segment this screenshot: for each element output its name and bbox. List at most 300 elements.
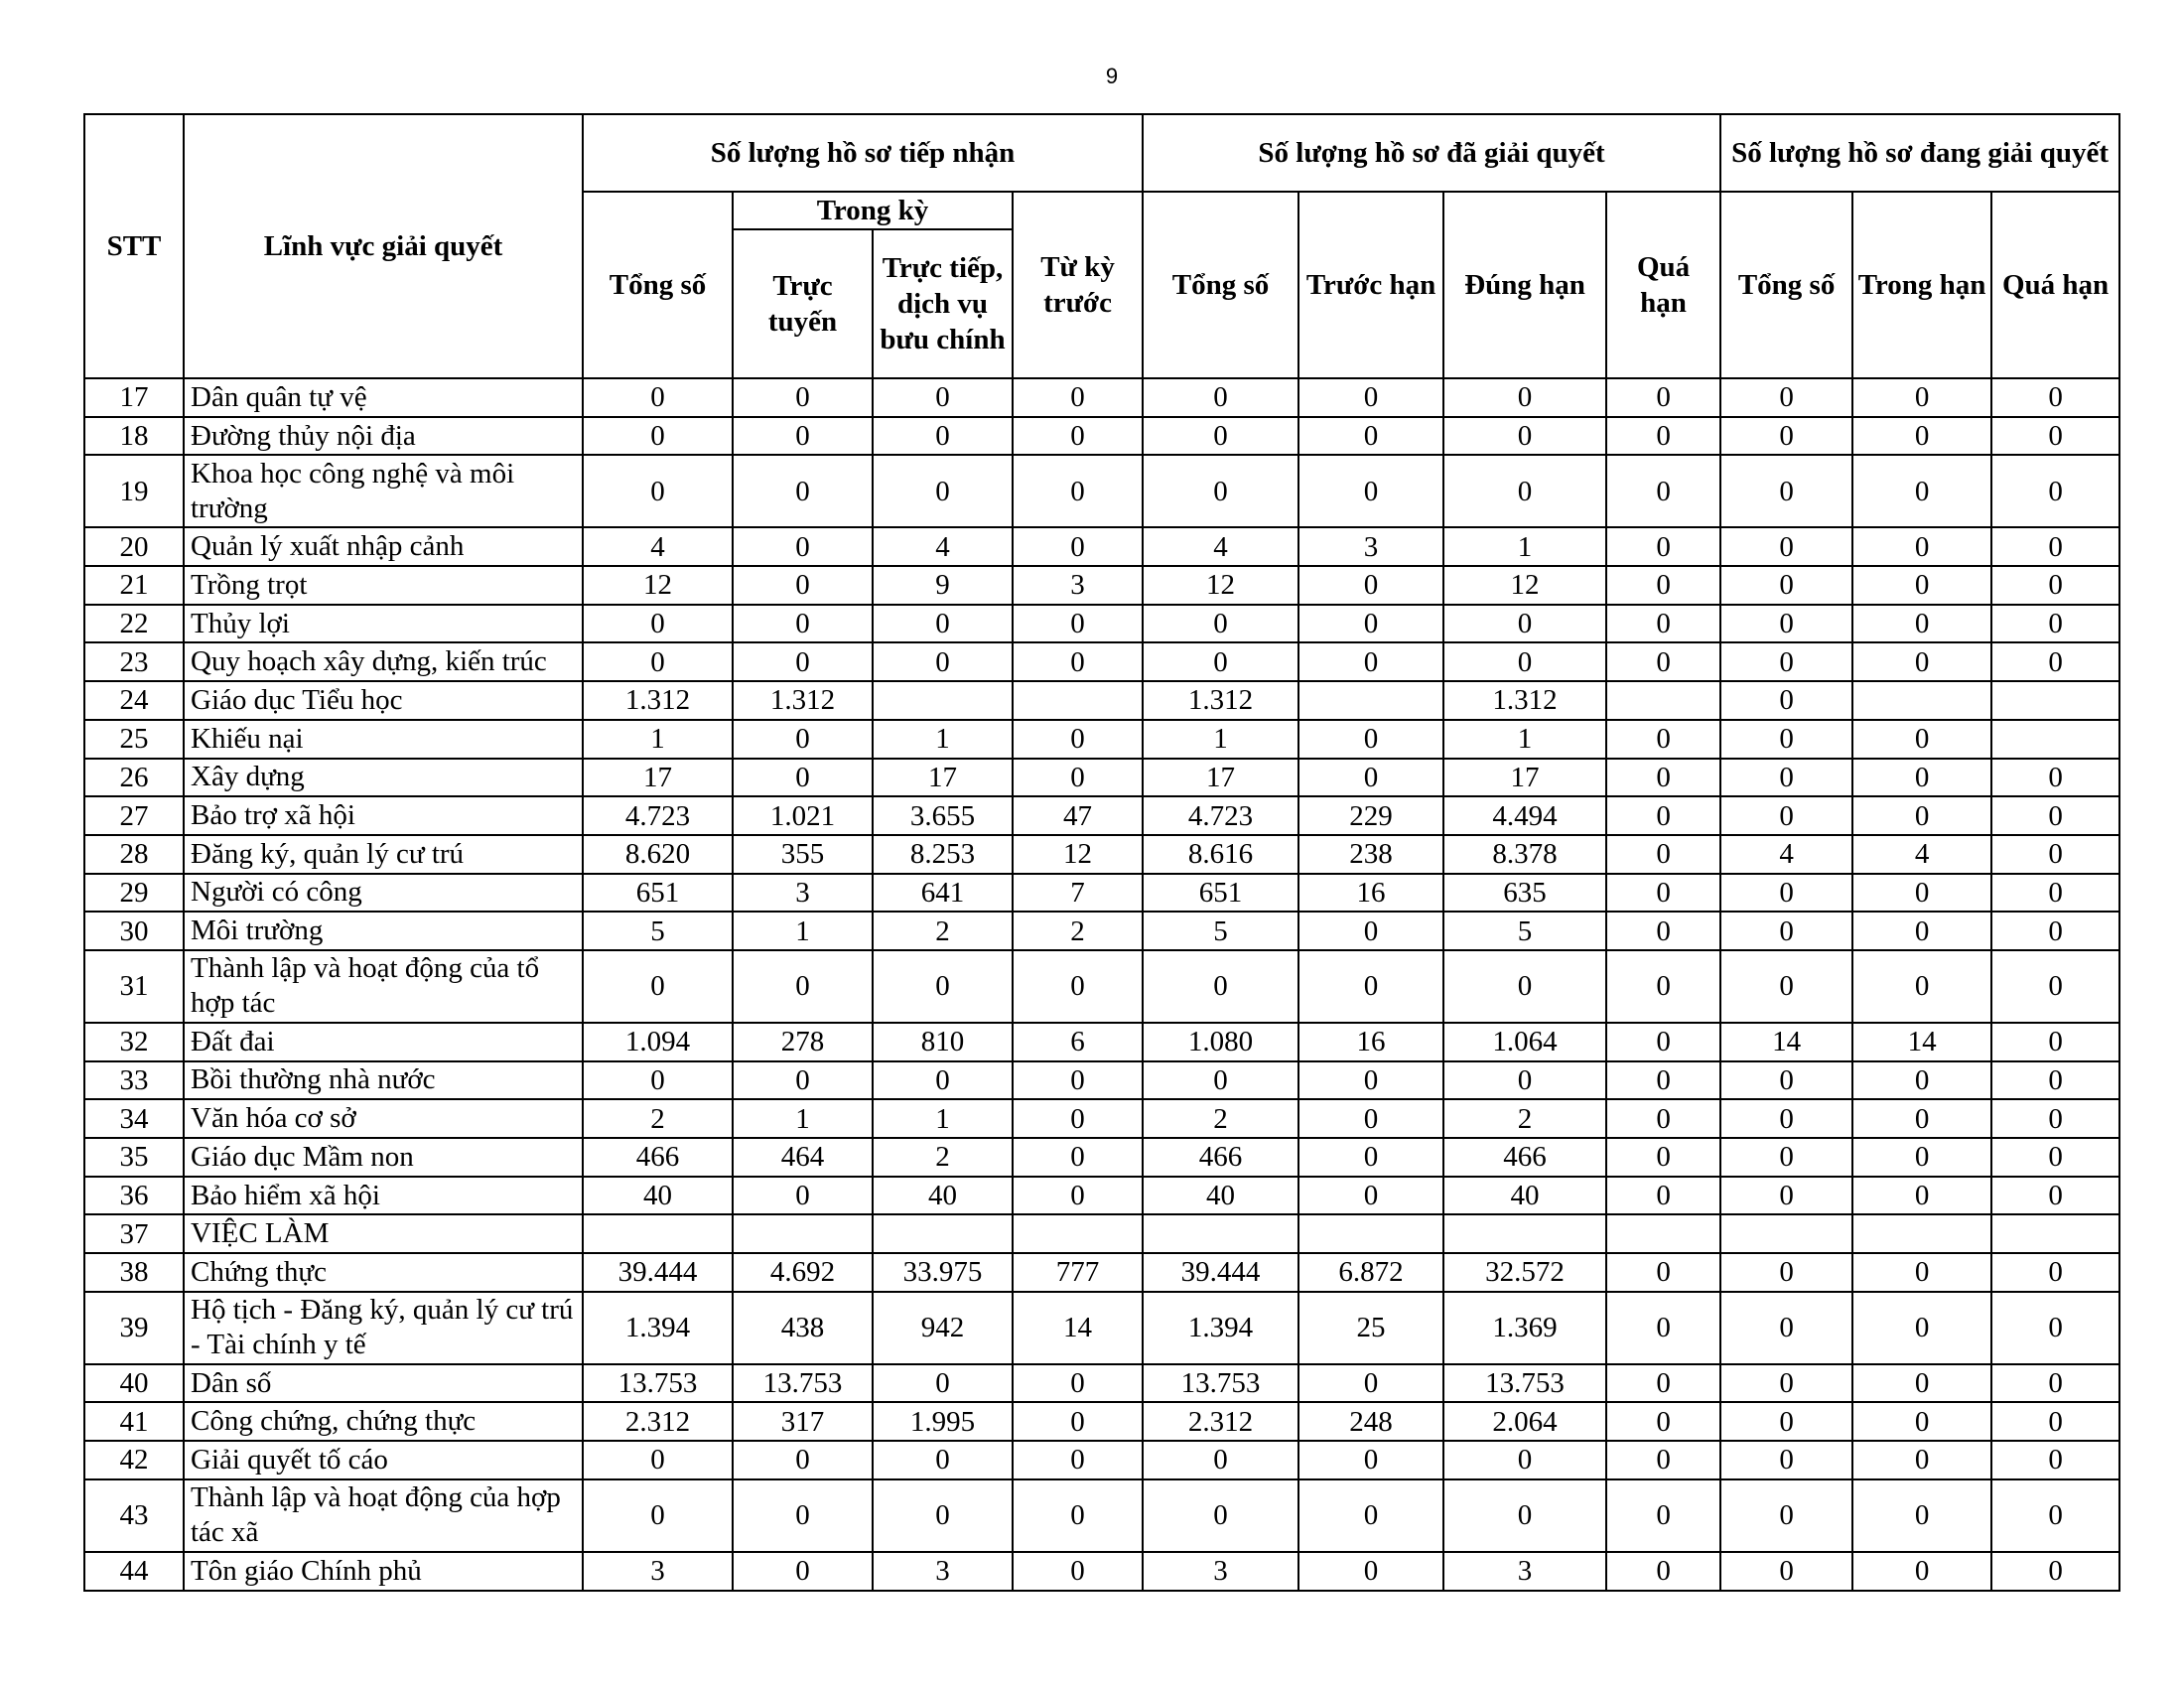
cell-value: 0	[583, 1479, 733, 1552]
cell-value: 4	[1852, 835, 1991, 874]
cell-value: 248	[1298, 1402, 1443, 1441]
cell-value	[873, 681, 1013, 720]
cell-value: 0	[1606, 950, 1720, 1023]
cell-value: 0	[1720, 759, 1852, 797]
table-row	[84, 1552, 2119, 1591]
cell-value: 8.378	[1443, 835, 1606, 874]
header-group-pending: Số lượng hồ sơ đang giải quyết	[1720, 114, 2119, 192]
cell-stt: 22	[84, 605, 184, 643]
cell-value: 0	[1852, 605, 1991, 643]
cell-stt: 37	[84, 1214, 184, 1253]
cell-value: 17	[1443, 759, 1606, 797]
cell-value: 438	[733, 1292, 873, 1364]
cell-value: 0	[1013, 1364, 1143, 1403]
cell-stt: 35	[84, 1138, 184, 1177]
cell-value: 0	[733, 527, 873, 566]
cell-stt: 18	[84, 417, 184, 456]
cell-linh-vuc: Giải quyết tố cáo	[184, 1441, 583, 1479]
cell-value: 0	[583, 950, 733, 1023]
cell-value: 0	[1606, 912, 1720, 950]
cell-value: 0	[1443, 642, 1606, 681]
cell-value: 0	[1991, 1177, 2119, 1215]
cell-value: 0	[1991, 912, 2119, 950]
header-linh-vuc: Lĩnh vực giải quyết	[184, 114, 583, 378]
cell-stt: 17	[84, 378, 184, 417]
cell-value: 0	[1298, 1479, 1443, 1552]
cell-value: 278	[733, 1023, 873, 1061]
cell-value: 0	[1443, 1441, 1606, 1479]
cell-value: 1.064	[1443, 1023, 1606, 1061]
cell-value: 0	[1991, 1364, 2119, 1403]
cell-value: 0	[1013, 1138, 1143, 1177]
header-dung-han: Đúng hạn	[1443, 192, 1606, 378]
cell-value: 0	[1298, 1552, 1443, 1591]
cell-value: 1.021	[733, 796, 873, 835]
cell-value: 0	[1013, 950, 1143, 1023]
header-truc-tuyen: Trực tuyến	[733, 229, 873, 378]
cell-value: 17	[583, 759, 733, 797]
cell-value: 16	[1298, 874, 1443, 913]
cell-value: 0	[1013, 1177, 1143, 1215]
cell-value: 0	[1298, 642, 1443, 681]
cell-stt: 40	[84, 1364, 184, 1403]
cell-stt: 38	[84, 1253, 184, 1292]
cell-linh-vuc: VIỆC LÀM	[184, 1214, 583, 1253]
cell-value: 0	[1720, 1441, 1852, 1479]
cell-value: 3	[1013, 566, 1143, 605]
cell-linh-vuc: Đất đai	[184, 1023, 583, 1061]
table-row	[84, 796, 2119, 835]
cell-value: 8.620	[583, 835, 733, 874]
cell-value	[1991, 681, 2119, 720]
cell-value: 1.312	[583, 681, 733, 720]
cell-value: 0	[1298, 950, 1443, 1023]
cell-stt: 39	[84, 1292, 184, 1364]
cell-linh-vuc: Chứng thực	[184, 1253, 583, 1292]
cell-value: 0	[583, 417, 733, 456]
cell-value: 0	[1606, 1292, 1720, 1364]
table-row	[84, 720, 2119, 759]
cell-value: 0	[1298, 759, 1443, 797]
cell-value: 4.494	[1443, 796, 1606, 835]
cell-value: 13.753	[583, 1364, 733, 1403]
cell-stt: 29	[84, 874, 184, 913]
cell-linh-vuc: Dân quân tự vệ	[184, 378, 583, 417]
cell-value: 0	[1143, 378, 1298, 417]
header-group-resolved: Số lượng hồ sơ đã giải quyết	[1143, 114, 1720, 192]
cell-value: 464	[733, 1138, 873, 1177]
cell-value: 1.394	[583, 1292, 733, 1364]
cell-value: 0	[1606, 1253, 1720, 1292]
cell-value	[1852, 1214, 1991, 1253]
cell-linh-vuc: Giáo dục Mầm non	[184, 1138, 583, 1177]
cell-value: 0	[1013, 1552, 1143, 1591]
cell-value: 0	[873, 642, 1013, 681]
cell-value: 0	[733, 720, 873, 759]
cell-value: 0	[1991, 642, 2119, 681]
cell-linh-vuc: Bảo hiểm xã hội	[184, 1177, 583, 1215]
cell-value: 40	[583, 1177, 733, 1215]
cell-value: 16	[1298, 1023, 1443, 1061]
cell-stt: 42	[84, 1441, 184, 1479]
cell-value: 0	[1013, 1061, 1143, 1100]
cell-value: 0	[1298, 1177, 1443, 1215]
table-row	[84, 642, 2119, 681]
cell-value: 0	[1720, 642, 1852, 681]
cell-value: 0	[1298, 1099, 1443, 1138]
table-row	[84, 759, 2119, 797]
cell-value: 0	[1298, 566, 1443, 605]
cell-value: 13.753	[1143, 1364, 1298, 1403]
header-received-tong-so: Tổng số	[583, 192, 733, 378]
cell-value	[1013, 1214, 1143, 1253]
cell-value: 0	[1720, 950, 1852, 1023]
cell-value: 942	[873, 1292, 1013, 1364]
cell-value: 1.080	[1143, 1023, 1298, 1061]
header-resolved-tong-so: Tổng số	[1143, 192, 1298, 378]
cell-value: 8.253	[873, 835, 1013, 874]
cell-value: 0	[583, 378, 733, 417]
cell-stt: 34	[84, 1099, 184, 1138]
cell-stt: 41	[84, 1402, 184, 1441]
cell-linh-vuc: Giáo dục Tiểu học	[184, 681, 583, 720]
cell-value: 1	[1443, 527, 1606, 566]
table-row	[84, 1364, 2119, 1403]
cell-value: 47	[1013, 796, 1143, 835]
cell-value: 0	[1443, 455, 1606, 527]
cell-linh-vuc: Đăng ký, quản lý cư trú	[184, 835, 583, 874]
cell-value: 1	[873, 720, 1013, 759]
cell-stt: 30	[84, 912, 184, 950]
cell-value: 0	[1720, 1402, 1852, 1441]
cell-value	[1720, 1214, 1852, 1253]
cell-value: 3	[1443, 1552, 1606, 1591]
header-pending-tong-so: Tổng số	[1720, 192, 1852, 378]
cell-value: 0	[1443, 1479, 1606, 1552]
cell-value: 14	[1013, 1292, 1143, 1364]
table-row	[84, 455, 2119, 527]
cell-value: 0	[1013, 1099, 1143, 1138]
cell-value: 4	[1143, 527, 1298, 566]
cell-value: 0	[1013, 1441, 1143, 1479]
table-row	[84, 1402, 2119, 1441]
cell-value: 777	[1013, 1253, 1143, 1292]
cell-value: 5	[583, 912, 733, 950]
cell-linh-vuc: Xây dựng	[184, 759, 583, 797]
cell-value: 0	[733, 605, 873, 643]
cell-value: 0	[733, 417, 873, 456]
cell-value: 0	[1143, 1479, 1298, 1552]
cell-value: 0	[1606, 1479, 1720, 1552]
cell-value: 0	[1013, 417, 1143, 456]
cell-value: 0	[1606, 796, 1720, 835]
cell-value: 39.444	[583, 1253, 733, 1292]
cell-value: 0	[1852, 1138, 1991, 1177]
cell-value: 0	[1606, 1023, 1720, 1061]
cell-value	[1298, 1214, 1443, 1253]
cell-value: 810	[873, 1023, 1013, 1061]
cell-linh-vuc: Hộ tịch - Đăng ký, quản lý cư trú - Tài chính y tế	[184, 1292, 583, 1364]
cell-value: 0	[1852, 1364, 1991, 1403]
cell-linh-vuc: Đường thủy nội địa	[184, 417, 583, 456]
cell-value: 229	[1298, 796, 1443, 835]
cell-value: 0	[583, 1061, 733, 1100]
cell-value: 32.572	[1443, 1253, 1606, 1292]
cell-value: 2	[873, 912, 1013, 950]
cell-value: 0	[1013, 759, 1143, 797]
table-row	[84, 1061, 2119, 1100]
cell-value: 0	[1298, 605, 1443, 643]
cell-value: 0	[1720, 378, 1852, 417]
cell-value: 651	[1143, 874, 1298, 913]
cell-value: 0	[1852, 1099, 1991, 1138]
cell-value: 0	[583, 642, 733, 681]
cell-value: 0	[1013, 605, 1143, 643]
cell-value: 0	[1852, 1402, 1991, 1441]
cell-stt: 27	[84, 796, 184, 835]
cell-value: 0	[873, 1479, 1013, 1552]
cell-value: 2	[873, 1138, 1013, 1177]
header-trong-ky: Trong kỳ	[733, 192, 1013, 229]
cell-value: 0	[733, 1552, 873, 1591]
cell-value: 651	[583, 874, 733, 913]
cell-value: 0	[1443, 1061, 1606, 1100]
cell-value: 0	[873, 1441, 1013, 1479]
cell-stt: 44	[84, 1552, 184, 1591]
cell-value: 0	[1720, 1099, 1852, 1138]
table-row	[84, 1138, 2119, 1177]
cell-value: 3	[733, 874, 873, 913]
cell-stt: 21	[84, 566, 184, 605]
cell-value: 0	[1606, 1061, 1720, 1100]
cell-value: 1	[733, 1099, 873, 1138]
cell-value: 0	[1013, 455, 1143, 527]
table-row	[84, 1253, 2119, 1292]
cell-value: 0	[1298, 1061, 1443, 1100]
cell-linh-vuc: Khoa học công nghệ và môi trường	[184, 455, 583, 527]
cell-value: 0	[1852, 950, 1991, 1023]
cell-value: 0	[873, 455, 1013, 527]
cell-value: 0	[1991, 759, 2119, 797]
cell-linh-vuc: Dân số	[184, 1364, 583, 1403]
cell-value: 0	[1013, 378, 1143, 417]
cell-value: 0	[1143, 642, 1298, 681]
cell-value: 0	[733, 1441, 873, 1479]
cell-value: 3.655	[873, 796, 1013, 835]
cell-value: 2	[1143, 1099, 1298, 1138]
cell-stt: 20	[84, 527, 184, 566]
cell-value: 0	[1852, 642, 1991, 681]
cell-value: 2	[1443, 1099, 1606, 1138]
table-row	[84, 605, 2119, 643]
cell-value: 0	[1852, 874, 1991, 913]
cell-value: 0	[1720, 1177, 1852, 1215]
cell-value: 12	[583, 566, 733, 605]
cell-value: 0	[1720, 566, 1852, 605]
cell-value: 2.312	[1143, 1402, 1298, 1441]
cell-value: 0	[1606, 566, 1720, 605]
cell-value: 0	[733, 1479, 873, 1552]
cell-value: 0	[733, 455, 873, 527]
cell-value	[733, 1214, 873, 1253]
cell-value: 0	[1298, 417, 1443, 456]
cell-value	[873, 1214, 1013, 1253]
cell-linh-vuc: Công chứng, chứng thực	[184, 1402, 583, 1441]
cell-value: 0	[1298, 720, 1443, 759]
cell-value: 0	[1606, 417, 1720, 456]
cell-value: 0	[873, 417, 1013, 456]
cell-value: 4.692	[733, 1253, 873, 1292]
cell-linh-vuc: Người có công	[184, 874, 583, 913]
cell-value: 0	[1606, 1441, 1720, 1479]
cell-value: 1	[1143, 720, 1298, 759]
cell-value: 0	[1720, 1292, 1852, 1364]
table-row	[84, 378, 2119, 417]
cell-linh-vuc: Thành lập và hoạt động của tổ hợp tác	[184, 950, 583, 1023]
cell-value: 3	[1143, 1552, 1298, 1591]
table-row	[84, 566, 2119, 605]
cell-value: 0	[1143, 1441, 1298, 1479]
cell-value: 0	[1991, 950, 2119, 1023]
cell-value: 0	[1720, 912, 1852, 950]
cell-linh-vuc: Quy hoạch xây dựng, kiến trúc	[184, 642, 583, 681]
cell-value: 0	[733, 759, 873, 797]
cell-value: 2	[1013, 912, 1143, 950]
cell-value: 0	[1606, 455, 1720, 527]
cell-value: 466	[1443, 1138, 1606, 1177]
cell-value: 0	[1852, 1441, 1991, 1479]
cell-value: 4	[873, 527, 1013, 566]
cell-value: 0	[1443, 378, 1606, 417]
cell-stt: 23	[84, 642, 184, 681]
cell-value: 0	[1720, 1061, 1852, 1100]
cell-value: 0	[1720, 720, 1852, 759]
cell-value: 0	[1143, 605, 1298, 643]
cell-value: 13.753	[733, 1364, 873, 1403]
cell-value: 0	[1991, 527, 2119, 566]
cell-value: 1.312	[733, 681, 873, 720]
cell-value	[1013, 681, 1143, 720]
cell-value: 4	[583, 527, 733, 566]
cell-value: 6.872	[1298, 1253, 1443, 1292]
cell-value: 0	[1143, 950, 1298, 1023]
cell-value: 8.616	[1143, 835, 1298, 874]
cell-value: 0	[1720, 1364, 1852, 1403]
cell-value: 0	[1991, 1292, 2119, 1364]
cell-value: 0	[1991, 1099, 2119, 1138]
cell-value: 0	[1991, 1253, 2119, 1292]
header-resolved-qua-han: Quá hạn	[1606, 192, 1720, 378]
cell-value: 0	[1298, 1138, 1443, 1177]
cell-value: 0	[1991, 1441, 2119, 1479]
cell-value: 466	[1143, 1138, 1298, 1177]
cell-stt: 25	[84, 720, 184, 759]
cell-value: 0	[1720, 874, 1852, 913]
cell-value	[1852, 681, 1991, 720]
cell-value: 0	[1991, 796, 2119, 835]
cell-value: 0	[1852, 1552, 1991, 1591]
cell-value: 0	[583, 455, 733, 527]
cell-linh-vuc: Bảo trợ xã hội	[184, 796, 583, 835]
cell-value: 3	[583, 1552, 733, 1591]
cell-linh-vuc: Thành lập và hoạt động của hợp tác xã	[184, 1479, 583, 1552]
cell-value: 0	[1991, 1552, 2119, 1591]
cell-value: 0	[1720, 417, 1852, 456]
header-group-received: Số lượng hồ sơ tiếp nhận	[583, 114, 1143, 192]
cell-stt: 28	[84, 835, 184, 874]
cell-value: 5	[1143, 912, 1298, 950]
cell-value: 0	[1606, 874, 1720, 913]
cell-value: 17	[1143, 759, 1298, 797]
cell-linh-vuc: Khiếu nại	[184, 720, 583, 759]
cell-stt: 26	[84, 759, 184, 797]
cell-value: 9	[873, 566, 1013, 605]
cell-value: 4.723	[1143, 796, 1298, 835]
cell-linh-vuc: Quản lý xuất nhập cảnh	[184, 527, 583, 566]
cell-value	[1606, 1214, 1720, 1253]
cell-value: 2	[583, 1099, 733, 1138]
cell-value	[1991, 1214, 2119, 1253]
cell-value: 0	[1720, 1552, 1852, 1591]
header-stt: STT	[84, 114, 184, 378]
cell-value: 0	[1720, 796, 1852, 835]
table-row	[84, 681, 2119, 720]
cell-value: 0	[1143, 455, 1298, 527]
cell-value: 0	[1852, 1061, 1991, 1100]
cell-value: 0	[1852, 1177, 1991, 1215]
cell-value: 0	[733, 642, 873, 681]
cell-value: 0	[1852, 417, 1991, 456]
cell-value	[1298, 681, 1443, 720]
cell-value: 0	[1298, 1441, 1443, 1479]
cell-value: 40	[873, 1177, 1013, 1215]
cell-value: 0	[873, 378, 1013, 417]
cell-value: 0	[1852, 912, 1991, 950]
cell-value: 0	[1606, 1138, 1720, 1177]
table-row	[84, 1023, 2119, 1061]
cell-value: 0	[1720, 1253, 1852, 1292]
cell-linh-vuc: Trồng trọt	[184, 566, 583, 605]
cell-value: 0	[1991, 1479, 2119, 1552]
cell-value: 0	[1606, 605, 1720, 643]
cell-value: 0	[733, 1061, 873, 1100]
table-row	[84, 1479, 2119, 1552]
cell-stt: 24	[84, 681, 184, 720]
cell-value: 0	[1606, 1177, 1720, 1215]
cell-value: 317	[733, 1402, 873, 1441]
cell-value: 0	[1991, 1061, 2119, 1100]
cell-linh-vuc: Tôn giáo Chính phủ	[184, 1552, 583, 1591]
cell-value: 0	[1991, 455, 2119, 527]
table-row	[84, 1214, 2119, 1253]
header-truoc-han: Trước hạn	[1298, 192, 1443, 378]
cell-stt: 43	[84, 1479, 184, 1552]
cell-value: 0	[1852, 796, 1991, 835]
table-header	[84, 114, 2119, 378]
cell-value: 0	[1991, 417, 2119, 456]
cell-value: 0	[1143, 1061, 1298, 1100]
cell-value: 40	[1443, 1177, 1606, 1215]
cell-value: 0	[1443, 605, 1606, 643]
table-row	[84, 1292, 2119, 1364]
cell-value: 0	[1991, 1138, 2119, 1177]
cell-value: 0	[873, 950, 1013, 1023]
header-tu-ky-truoc: Từ kỳ trước	[1013, 192, 1143, 378]
cell-value: 0	[1013, 642, 1143, 681]
cell-value: 0	[1991, 378, 2119, 417]
cell-value: 0	[1013, 1402, 1143, 1441]
cell-value: 0	[1720, 455, 1852, 527]
